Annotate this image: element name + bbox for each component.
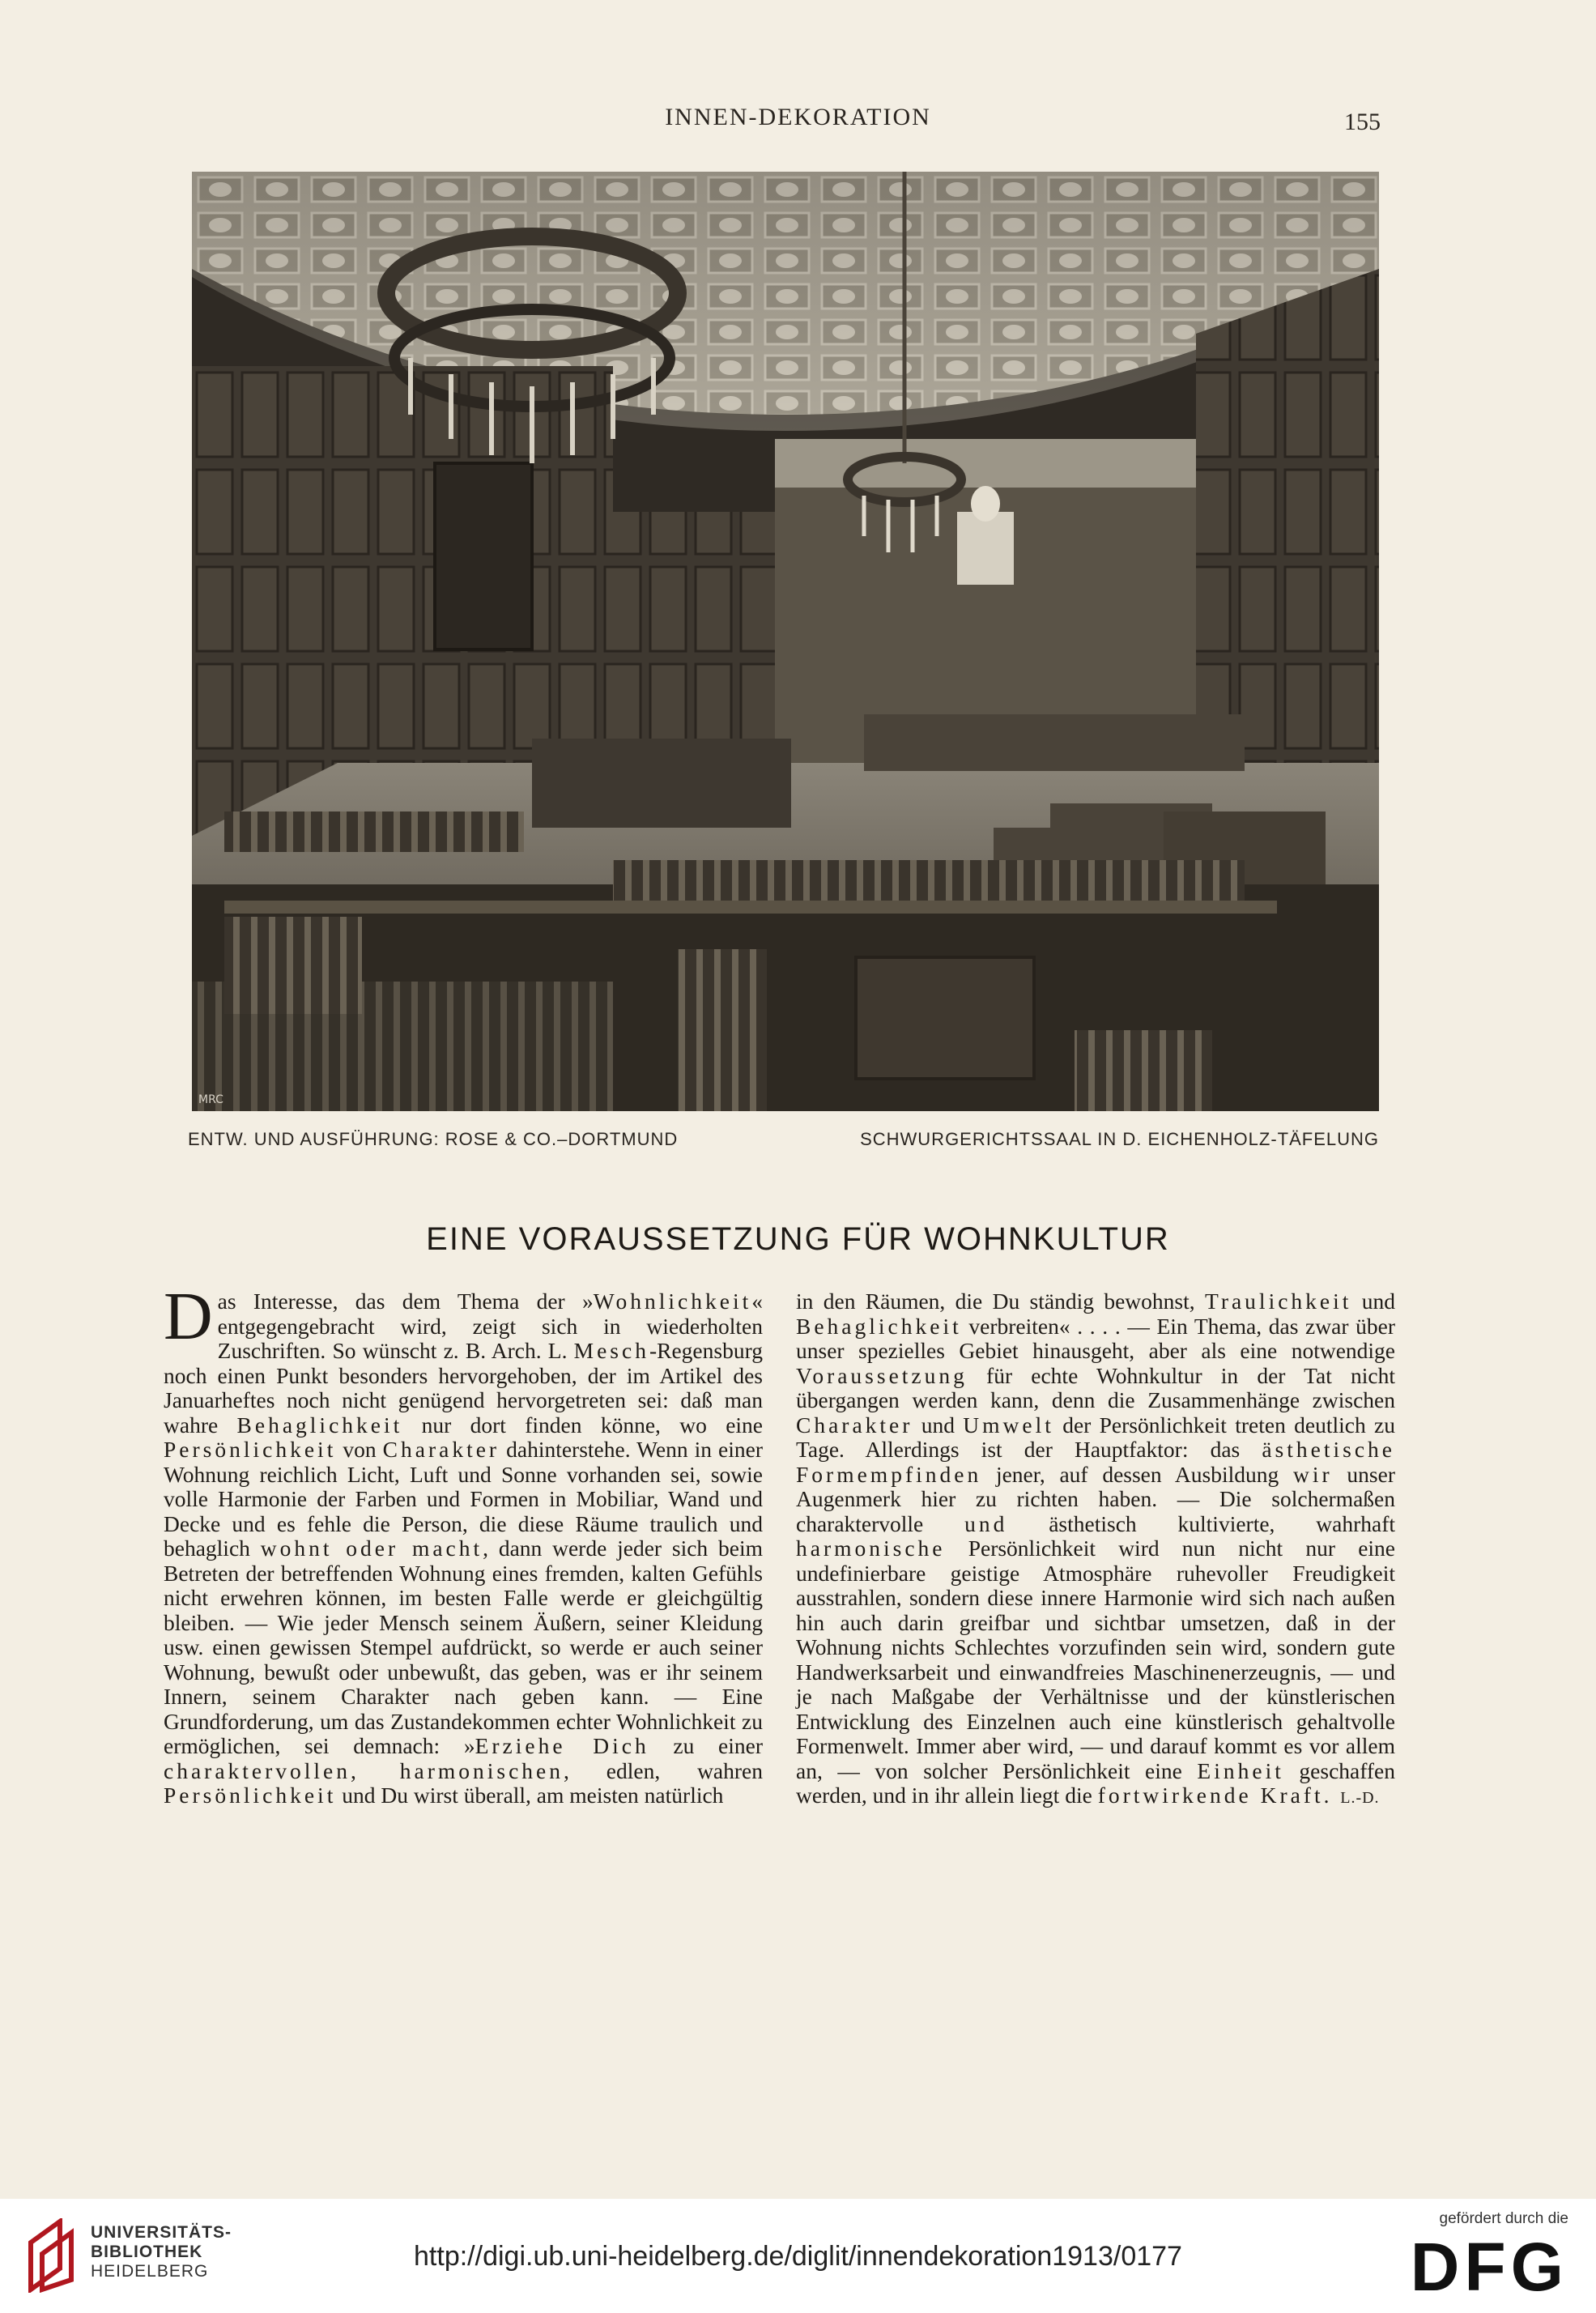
spaced-emphasis: Charakter (382, 1437, 500, 1462)
text-run: dahinterstehe. Wenn in einer Wohnung reichlich Licht, Luft und Sonne vorhanden sei, sowie volle Harmonie der Farben und Formen in Mobiliar, Wand und Decke und es fehle die Person, die diese Räume traulich und behaglich (164, 1437, 763, 1561)
drop-cap: D (164, 1279, 213, 1354)
text-run: as Interesse, das dem Thema der » (217, 1289, 594, 1314)
text-run: von (336, 1437, 383, 1462)
text-run: nur dort finden könne, wo eine (402, 1412, 764, 1438)
author-signature: L.-D. (1340, 1789, 1380, 1807)
spaced-emphasis: Wohnlichkeit (593, 1289, 752, 1314)
spaced-emphasis: Erziehe Dich (475, 1733, 649, 1758)
article-column-left (164, 1279, 764, 1808)
spaced-emphasis: Traulichkeit (1204, 1289, 1352, 1314)
dfg-logo: DFG (1410, 2229, 1568, 2305)
spaced-emphasis: Persönlichkeit (164, 1783, 337, 1808)
text-run: -Regensburg noch einen Punkt besonders hervorgehoben, der im Artikel des Januarheftes noch nicht genügend hervorgetreten sei: daß man wahre (164, 1338, 763, 1438)
spaced-emphasis: Mesch (573, 1338, 649, 1363)
funding-note: gefördert durch die (1439, 2210, 1568, 2227)
text-run: der Persönlichkeit treten deutlich zu Tage. Allerdings ist der Hauptfaktor: das (796, 1412, 1395, 1462)
text-run: zu einer (649, 1733, 763, 1758)
spaced-emphasis: Behaglichkeit (236, 1412, 403, 1438)
library-name-line: HEIDELBERG (91, 2262, 209, 2281)
text-run: geschaffen werden, und in ihr allein liegt die (796, 1757, 1395, 1808)
text-run: und (1351, 1289, 1396, 1314)
spaced-emphasis: fortwirkende Kraft (1097, 1783, 1324, 1808)
page-number: 155 (1344, 109, 1381, 135)
text-run: « entgegengebracht wird, zeigt sich in wiederholten Zuschriften. So wünscht z. B. Arch. L. (217, 1289, 763, 1363)
spaced-emphasis: Persönlichkeit (164, 1437, 337, 1462)
article-column-right (796, 1289, 1395, 1811)
text-run: und Du wirst überall, am meisten natürlich (336, 1783, 724, 1808)
text-run: verbreiten« . . . . — Ein Thema, das zwar über unser spezielles Gebiet hinausgeht, aber als eine notwendige (796, 1313, 1395, 1363)
text-run: für echte Wohnkultur in der Tat nicht übergangen werden kann, denn die Zusammenhänge zwischen (796, 1362, 1395, 1412)
library-name-line: BIBLIOTHEK (91, 2243, 203, 2261)
article-paragraph (796, 1289, 1395, 1811)
text-run: und (913, 1412, 964, 1438)
text-run: unser Augenmerk hier zu richten haben. — Die solchermaßen charaktervolle (796, 1461, 1395, 1536)
article-title: EINE VORAUSSETZUNG FÜR WOHNKULTUR (426, 1221, 1170, 1257)
caption-credit: ENTW. UND AUSFÜHRUNG: ROSE & CO.–DORTMUND (188, 1129, 679, 1149)
spaced-emphasis: und (964, 1510, 1008, 1536)
spaced-emphasis: Behaglichkeit (796, 1313, 962, 1339)
courtroom-photograph (192, 172, 1379, 1111)
spaced-emphasis: charaktervollen, harmonischen (164, 1757, 564, 1783)
text-run: , dann werde jeder sich beim Betreten der betreffenden Wohnung eines fremden, kalten Gefühls nicht erwehren können, im besten Falle werde er gleichgültig bleiben. — Wie jeder Mensch seinem Äußern, seiner Kleidung usw. einen gewissen Stempel aufdrückt, so werde er auch seiner Wohnung, bewußt oder unbewußt, das geben, was er ihr seinem Innern, seinem Charakter nach geben kann. — Eine Grundforderung, um das Zustandekommen echter Wohnlichkeit zu ermöglichen, sei demnach: » (164, 1536, 763, 1758)
spaced-emphasis: ästhetische Formempfinden (796, 1437, 1395, 1487)
spaced-emphasis: wir (1292, 1461, 1333, 1487)
text-run: ästhetisch kultivierte, wahrhaft (1007, 1510, 1395, 1536)
caption-title: SCHWURGERICHTSSAAL IN D. EICHENHOLZ-TÄFELUNG (860, 1129, 1379, 1149)
text-run: . (1323, 1783, 1330, 1808)
spaced-emphasis: Charakter (796, 1412, 913, 1438)
text-run: Persönlichkeit wird nun nicht nur eine undefinierbare geistige Atmosphäre ruhevoller Freudigkeit ausstrahlen, sondern diese innere Harmonie wird sich nach außen hin auch darin greifbar und sichtbar umsetzen, daß in der Wohnung nichts Schlechtes vorzufinden sein wird, sondern gute Handwerksarbeit und einwandfreies Maschinenerzeugnis, — und je nach Maßgabe der Verhältnisse und der künstlerischen Entwicklung des Einzelnen auch eine künstlerisch gehaltvolle Formenwelt. Immer aber wird, — und darauf kommt es vor allem an, — von solcher Persönlichkeit eine (796, 1536, 1395, 1783)
text-run: , edlen, wahren (564, 1757, 764, 1783)
permalink-url[interactable]: http://digi.ub.uni-heidelberg.de/diglit/innendekoration1913/0177 (414, 2241, 1182, 2272)
spaced-emphasis: harmonische (796, 1536, 946, 1561)
running-head: INNEN-DEKORATION (665, 104, 931, 130)
text-run: jener, auf dessen Ausbildung (981, 1461, 1293, 1487)
library-name-line: UNIVERSITÄTS- (91, 2223, 232, 2242)
spaced-emphasis: wohnt oder macht (260, 1536, 483, 1561)
spaced-emphasis: Einheit (1197, 1757, 1284, 1783)
text-run: in den Räumen, die Du ständig bewohnst, (796, 1289, 1205, 1314)
article-paragraph (164, 1279, 764, 1808)
spaced-emphasis: Umwelt (963, 1412, 1054, 1438)
plate-mark: MRC (198, 1093, 223, 1106)
digitization-footer (0, 2199, 1596, 2313)
spaced-emphasis: Voraussetzung (796, 1362, 968, 1388)
courtroom-illustration (192, 172, 1379, 1111)
